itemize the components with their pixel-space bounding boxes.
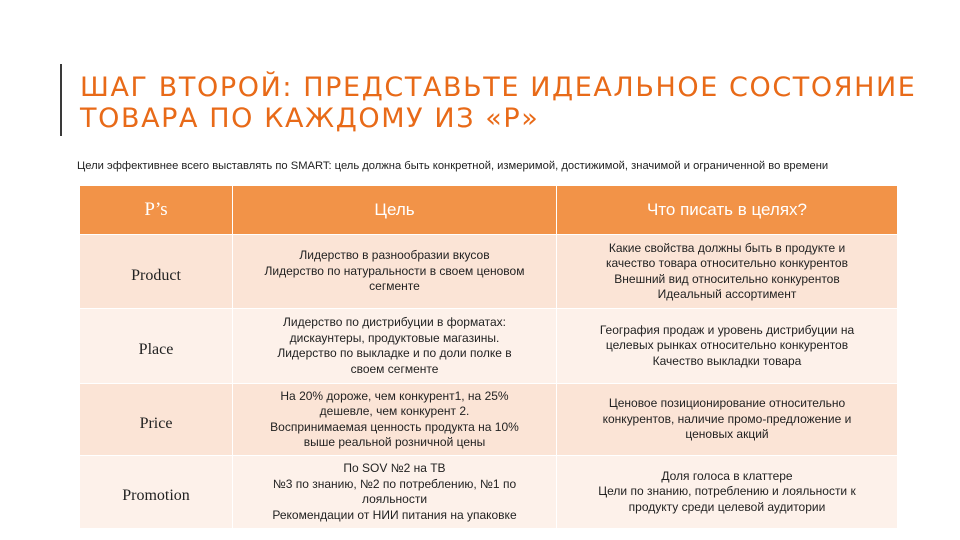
what-line: География продаж и уровень дистрибуции на bbox=[599, 322, 855, 337]
row-what bbox=[557, 456, 898, 529]
goal-line: Лидерство по натуральности в своем ценовом bbox=[264, 263, 525, 278]
header-what-to-write: Что писать в целях? bbox=[557, 186, 898, 235]
goal-line: дискаунтеры, продуктовые магазины. bbox=[289, 330, 500, 345]
header-ps: P’s bbox=[80, 186, 233, 235]
what-line: Какие свойства должны быть в продукте и bbox=[608, 240, 846, 255]
goal-line: Лидерство в разнообразии вкусов bbox=[299, 248, 490, 263]
row-what bbox=[557, 235, 898, 309]
row-p-name: Promotion bbox=[80, 456, 233, 529]
what-line: Цели по знанию, потреблению и лояльности к bbox=[598, 484, 856, 499]
what-line: качество товара относительно конкурентов bbox=[606, 256, 848, 270]
what-line: Внешний вид относительно конкурентов bbox=[614, 271, 840, 286]
row-what bbox=[557, 309, 898, 384]
what-line: продукту среди целевой аудитории bbox=[628, 499, 826, 514]
row-goal bbox=[233, 309, 557, 384]
what-line: Качество выкладки товара bbox=[652, 353, 802, 368]
row-goal bbox=[233, 456, 557, 529]
goal-line: сегменте bbox=[369, 279, 420, 294]
goal-line: На 20% дороже, чем конкурент1, на 25% bbox=[280, 388, 509, 403]
goal-line: По SOV №2 на ТВ bbox=[343, 461, 446, 475]
table-row bbox=[80, 235, 898, 309]
ps-table bbox=[79, 185, 898, 529]
row-p-name: Product bbox=[80, 235, 233, 309]
header-goal: Цель bbox=[233, 186, 557, 235]
title-line-2: ТОВАРА ПО КАЖДОМУ ИЗ «Р» bbox=[80, 103, 540, 134]
goal-line: Лидерство по дистрибуции в форматах: bbox=[283, 315, 506, 329]
row-goal bbox=[233, 235, 557, 309]
title-accent-bar bbox=[60, 64, 62, 136]
goal-line: лояльности bbox=[361, 492, 428, 506]
row-goal bbox=[233, 384, 557, 456]
what-line: ценовых акций bbox=[685, 427, 769, 442]
row-p-name: Place bbox=[80, 309, 233, 384]
table-row bbox=[80, 309, 898, 384]
goal-line: своем сегменте bbox=[350, 361, 439, 376]
goal-line: №3 по знанию, №2 по потреблению, №1 по bbox=[272, 476, 517, 491]
what-line: Ценовое позиционирование относительно bbox=[608, 396, 846, 411]
what-line: конкурентов, наличие промо-предложение и bbox=[602, 411, 852, 426]
goal-line: Воспринимаемая ценность продукта на 10% bbox=[270, 419, 519, 434]
table-row bbox=[80, 384, 898, 456]
goal-line: Лидерство по выкладке и по доли полке в bbox=[277, 346, 512, 360]
row-p-name: Price bbox=[80, 384, 233, 456]
subtitle: Цели эффективнее всего выставлять по SMART: цель должна быть конкретной, измеримой, достижимой, значимой и ограниченной во времени bbox=[77, 160, 829, 172]
goal-line: дешевле, чем конкурент 2. bbox=[319, 404, 470, 418]
page-title bbox=[80, 72, 916, 134]
what-line: Идеальный ассортимент bbox=[657, 287, 797, 301]
what-line: целевых рынках относительно конкурентов bbox=[605, 338, 849, 353]
what-line: Доля голоса в клаттере bbox=[661, 468, 793, 483]
goal-line: выше реальной розничной цены bbox=[303, 435, 486, 449]
row-what bbox=[557, 384, 898, 456]
goal-line: Рекомендации от НИИ питания на упаковке bbox=[272, 507, 517, 522]
title-line-1: ШАГ ВТОРОЙ: ПРЕДСТАВЬТЕ ИДЕАЛЬНОЕ СОСТОЯНИЕ bbox=[80, 72, 917, 103]
table-row bbox=[80, 456, 898, 529]
table-header-row bbox=[80, 186, 898, 235]
